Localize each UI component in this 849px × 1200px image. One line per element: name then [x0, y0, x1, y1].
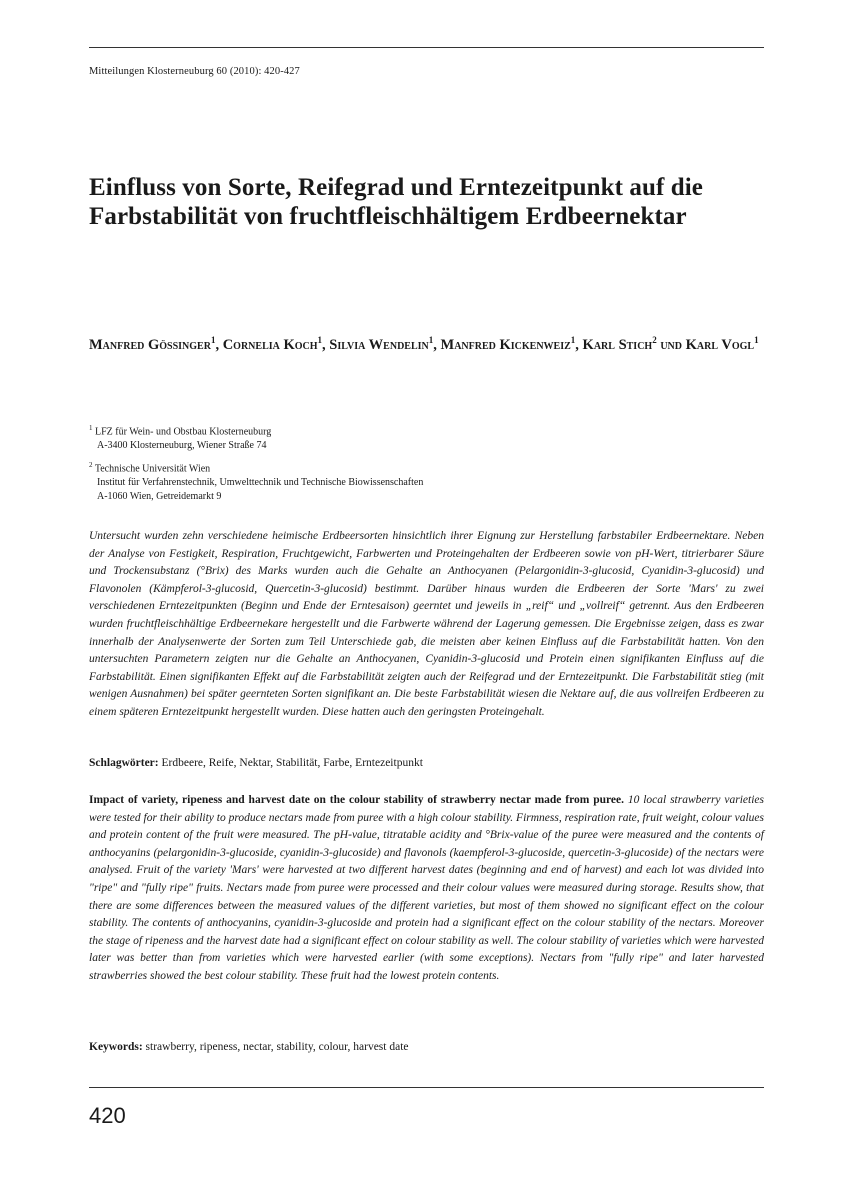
- abstract-english: [89, 792, 764, 986]
- keywords-english-label: Keywords:: [89, 1041, 143, 1053]
- author-separator: ,: [215, 336, 223, 353]
- author-separator: und: [656, 336, 686, 353]
- abstract-german: Untersucht wurden zehn verschiedene heimische Erdbeersorten hinsichtlich ihrer Eignung zur Herstellung farbstabiler Erdbeernektare. Neben der Analyse von Festigkeit, Respiration, Fruchtgewicht, Farbwerten und Proteingehalten der Erdbeeren sowie von pH-Wert, titrierbarer Säure und Trockensubstanz (°Brix) des Marks wurden auch die Gehalte an Anthocyanen (Pelargonidin-3-glucosid, Cyanidin-3-glucosid) und Flavonolen (Kämpferol-3-glucosid, Quercetin-3-glucosid) bestimmt. Darüber hinaus wurden die Erdbeeren der Sorte 'Mars' zu zwei verschiedenen Erntezeitpunkten (Beginn und Ende der Erntesaison) geerntet und jeweils in „reif“ und „vollreif“ getrennt. Aus den Erdbeeren wurden fruchtfleischhältige Erdbeernekare hergestellt und die Farbwerte während der Lagerung gemessen. Die Ergebnisse zeigen, dass es zwar innerhalb der Analysenwerte der Sorten zum Teil Unterschiede gab, die meisten aber keinen Einfluss auf die Farbstabilität hatten. Von den untersuchten Parametern zeigten nur die Gehalte an Anthocyanen, Cyanidin-3-glucosid und Protein einen signifikanten Einfluss auf die Farbstabilität. Einen signifikanten Effekt auf die Farbstabilität zeigten auch der Reifegrad und der Erntezeitpunkt. Die Farbstabilität stieg (mit wenigen Ausnahmen) bei später geernteten Sorten signifikant an. Die beste Farbstabilität wiesen die Nektare auf, die aus vollreifen Erdbeeren zu einem späteren Erntezeitpunkt hergestellt wurden. Diese hatten auch den geringsten Proteingehalt.: [89, 530, 764, 718]
- page-number: 420: [89, 1103, 126, 1128]
- author-affiliation-marker: 1: [754, 335, 759, 345]
- keywords-english-values: strawberry, ripeness, nectar, stability, colour, harvest date: [145, 1041, 409, 1053]
- header-rule: [89, 47, 764, 48]
- author-affiliation-marker: 1: [428, 335, 434, 345]
- affiliation-1: [89, 421, 271, 453]
- author-name: Manfred Gössinger: [89, 336, 211, 353]
- affiliation-line: Institut für Verfahrenstechnik, Umwelttechnik und Technische Biowissenschaften: [97, 477, 424, 489]
- abstract-english-body: 10 local strawberry varieties were tested for their ability to produce nectars made from puree with a high colour stability. Firmness, respiration rate, fruit weight, colour values and protein content of the fruit were measured. The pH-value, titratable acidity and °Brix-value of the puree were measured and the contents of anthocyanins (pelargonidin-3-glucoside, cyanidin-3-glucoside) and flavonols (kaempferol-3-glucoside, quercetin-3-glucoside) of the nectars were analysed. Fruit of the variety 'Mars' were harvested at two different harvest dates (beginning and end of harvest) and each lot was divided into "ripe" and "fully ripe" fruits. Nectars made from puree were processed and their colour values were measured during storage. Results show, that there are some differences between the measured values of the different varieties, but most of them showed no significant effect on the colour stability. The contents of anthocyanins, cyanidin-3-glucoside and protein had a significant effect on the colour stability of the nectars. Moreover the stage of ripeness and the harvest date had a significant effect on colour stability as well. The colour stability of varieties which were harvested later was better than from varieties which were harvested earlier (with some exceptions). Nectars from "fully ripe" and later harvested strawberries showed the best colour stability. These fruit had the lowest protein contents.: [89, 794, 765, 982]
- affiliation-2: [89, 458, 423, 504]
- affiliation-line: A-1060 Wien, Getreidemarkt 9: [97, 491, 222, 503]
- author-name: Cornelia Koch: [222, 336, 318, 353]
- author-name: Manfred Kickenweiz: [440, 336, 571, 353]
- journal-reference: Mitteilungen Klosterneuburg 60 (2010): 420-427: [89, 66, 300, 77]
- affiliation-line: Technische Universität Wien: [94, 463, 211, 475]
- affiliation-line: LFZ für Wein- und Obstbau Klosterneuburg: [95, 426, 272, 438]
- keywords-german: [89, 757, 423, 769]
- author-affiliation-marker: 2: [652, 335, 657, 345]
- affiliation-number: 2: [89, 461, 93, 469]
- author-name: Karl Stich: [582, 336, 653, 353]
- author-affiliation-marker: 1: [317, 335, 323, 345]
- author-affiliation-marker: 1: [570, 335, 576, 345]
- footer-rule: [89, 1087, 764, 1088]
- author-affiliation-marker: 1: [210, 335, 216, 345]
- author-list: [89, 331, 764, 355]
- abstract-english-heading: Impact of variety, ripeness and harvest date on the colour stability of strawberry nectar made from puree.: [89, 794, 624, 806]
- keywords-english: [89, 1041, 409, 1053]
- affiliation-number: 1: [89, 424, 93, 432]
- author-separator: ,: [322, 336, 330, 353]
- author-separator: ,: [575, 336, 583, 353]
- keywords-german-values: Erdbeere, Reife, Nektar, Stabilität, Farbe, Erntezeitpunkt: [161, 757, 423, 769]
- author-separator: ,: [433, 336, 441, 353]
- keywords-german-label: Schlagwörter:: [89, 757, 159, 769]
- author-name: Silvia Wendelin: [329, 336, 429, 353]
- article-title: Einfluss von Sorte, Reifegrad und Erntezeitpunkt auf die Farbstabilität von fruchtfleischhältigem Erdbeernektar: [89, 174, 703, 230]
- affiliation-line: A-3400 Klosterneuburg, Wiener Straße 74: [97, 440, 267, 452]
- author-name: Karl Vogl: [685, 336, 755, 353]
